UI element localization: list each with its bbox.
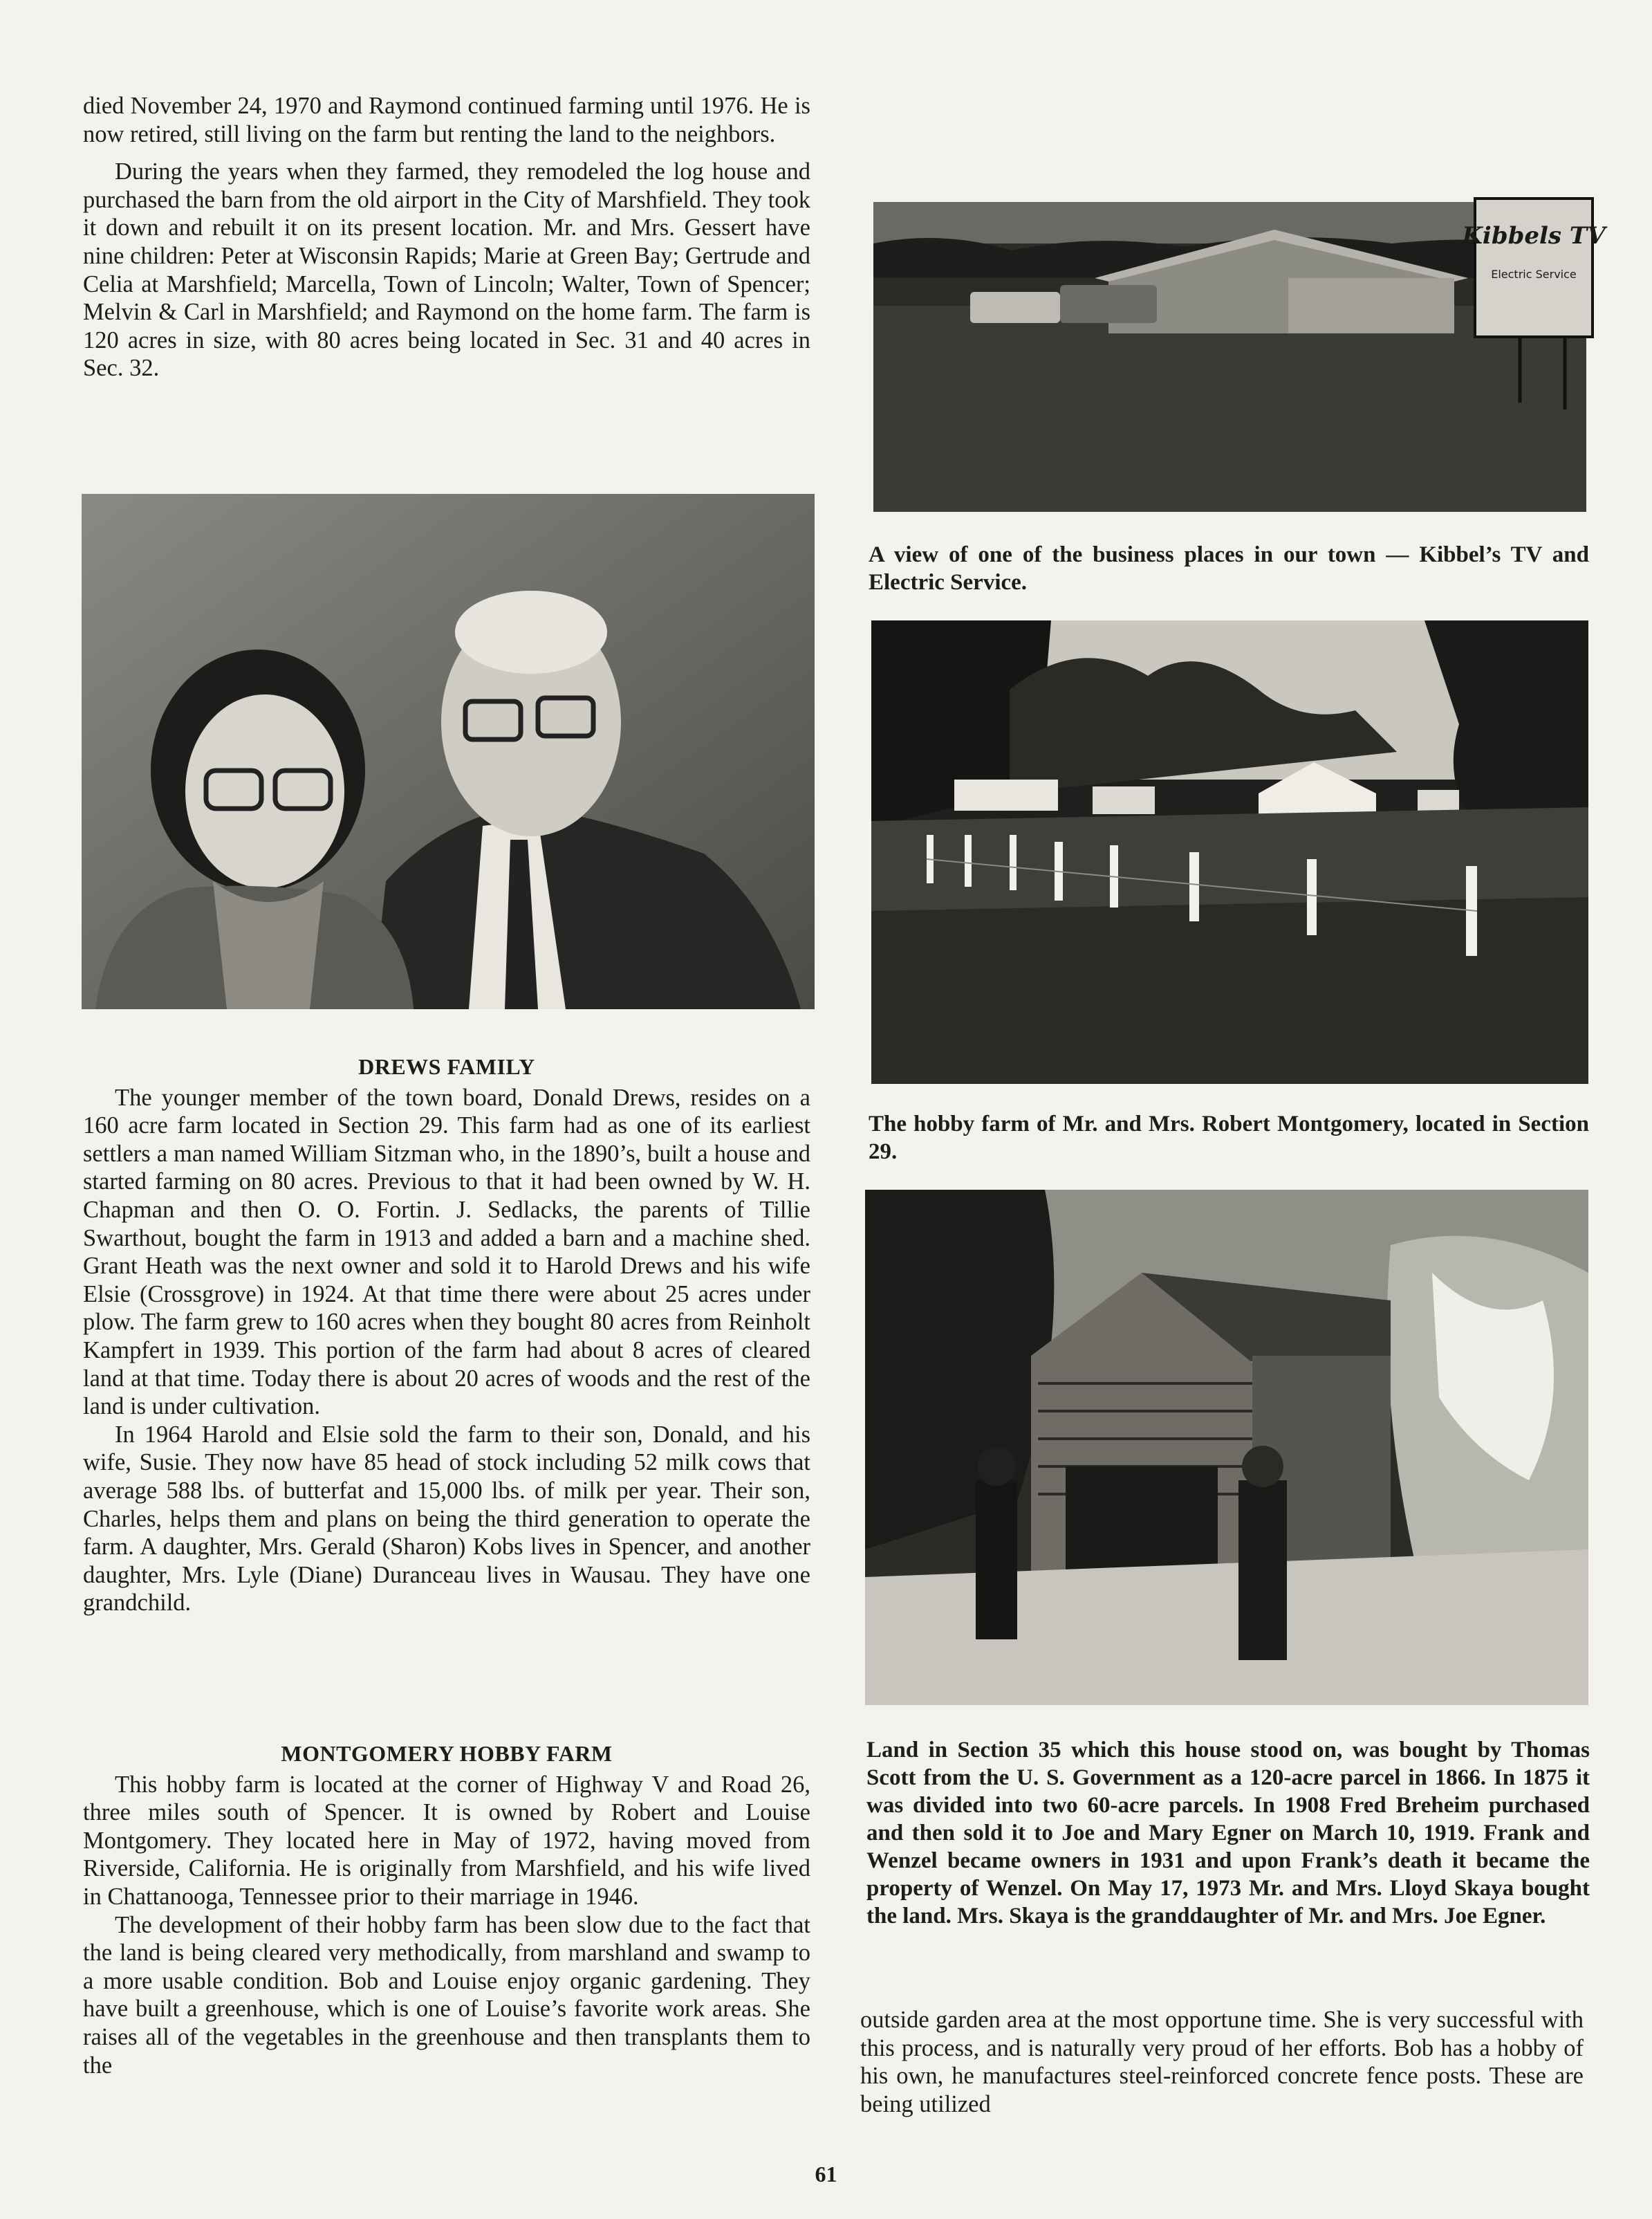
- log-barn-photo: [865, 1190, 1588, 1705]
- hobby-farm-photo: [871, 620, 1588, 1084]
- montgomery-paragraph-1: This hobby farm is located at the corner of Highway V and Road 26, three miles south of Spencer. It is owned by Robert and Louise Montgomery. They located here in May of 1972, having moved from Riverside, California. He is originally from Marshfield, and his wife lived in Chattanooga, Tennessee prior to their marriage in 1946.: [83, 1771, 810, 1910]
- kibbels-tv-photo: [873, 202, 1606, 512]
- drews-paragraph-1: The younger member of the town board, Donald Drews, resides on a 160 acre farm located in Section 29. This farm had as one of its earliest settlers a man named William Sitzman who, in the 1890’s, built a house and started farming on 80 acres. Previous to that it had been owned by W. H. Chapman and then O. O. Fortin. J. Sedlacks, the parents of Tillie Swarthout, bought the farm in 1913 and added a barn and a machine shed. Grant Heath was the next owner and sold it to Harold Drews and his wife Elsie (Crossgrove) in 1924. At that time there were about 25 acres under plow. The farm grew to 160 acres when they bought 80 acres from Reinholt Kampfert in 1939. This portion of the farm had about 8 acres of cleared land at that time. Today there is about 20 acres of woods and the rest of the land is under cultivation.: [83, 1084, 810, 1420]
- portrait-photo: [82, 494, 815, 1009]
- continuation-text: [860, 2006, 1584, 2118]
- caption-log-barn: Land in Section 35 which this house stood on, was bought by Thomas Scott from the U. S. Government as a 120-acre parcel in 1866. In 1875 it was divided into two 60-acre parcels. In 1908 Fred Breheim purchased and then sold it to Joe and Mary Egner on March 10, 1919. Frank and Wenzel became owners in 1931 and upon Frank’s death it became the property of Wenzel. On May 17, 1973 Mr. and Mrs. Lloyd Skaya bought the land. Mrs. Skaya is the granddaughter of Mr. and Mrs. Joe Egner.: [866, 1738, 1590, 1928]
- drews-paragraph-2: In 1964 Harold and Elsie sold the farm to their son, Donald, and his wife, Susie. They now have 85 head of stock including 52 milk cows that average 588 lbs. of butterfat and 15,000 lbs. of milk per year. Their son, Charles, helps them and plans on being the third generation to operate the farm. A daughter, Mrs. Gerald (Sharon) Kobs lives in Spencer, and another daughter, Mrs. Lyle (Diane) Duranceau lives in Wausau. They have one grandchild.: [83, 1421, 810, 1617]
- drews-heading: DREWS FAMILY: [358, 1054, 535, 1079]
- montgomery-paragraph-2: The development of their hobby farm has been slow due to the fact that the land is being cleared very methodically, from marshland and swamp to a more usable condition. Bob and Louise enjoy organic gardening. They have built a greenhouse, which is one of Louise’s favorite work areas. She raises all of the vegetables in the greenhouse and then transplants them to the: [83, 1911, 810, 2079]
- intro-paragraph-2: During the years when they farmed, they remodeled the log house and purchased the barn from the old airport in the City of Marshfield. They took it down and rebuilt it on its present location. Mr. and Mrs. Gessert have nine children: Peter at Wisconsin Rapids; Marie at Green Bay; Gertrude and Celia at Marshfield; Marcella, Town of Lincoln; Walter, Town of Spencer; Melvin & Carl in Marshfield; and Raymond on the home farm. The farm is 120 acres in size, with 80 acres being located in Sec. 31 and 40 acres in Sec. 32.: [83, 158, 810, 382]
- drews-section: [83, 1053, 810, 1617]
- sign-subtext: Electric Service: [1491, 268, 1577, 281]
- continuation-paragraph: outside garden area at the most opportune time. She is very successful with this process, and is naturally very proud of her efforts. Bob has a hobby of his own, he manufactures steel-reinforced concrete fence posts. These are being utilized: [860, 2007, 1584, 2117]
- intro-text: [83, 92, 810, 383]
- montgomery-heading: MONTGOMERY HOBBY FARM: [281, 1741, 613, 1766]
- caption-hobby-farm: The hobby farm of Mr. and Mrs. Robert Montgomery, located in Section 29.: [869, 1112, 1589, 1164]
- page-number: 61: [815, 2162, 837, 2186]
- sign-text: Kibbels TV: [1462, 222, 1606, 250]
- intro-paragraph-1: died November 24, 1970 and Raymond continued farming until 1976. He is now retired, still living on the farm but renting the land to the neighbors.: [83, 93, 810, 147]
- montgomery-section: [83, 1740, 810, 2079]
- caption-kibbels: A view of one of the business places in our town — Kibbel’s TV and Electric Service.: [869, 542, 1589, 595]
